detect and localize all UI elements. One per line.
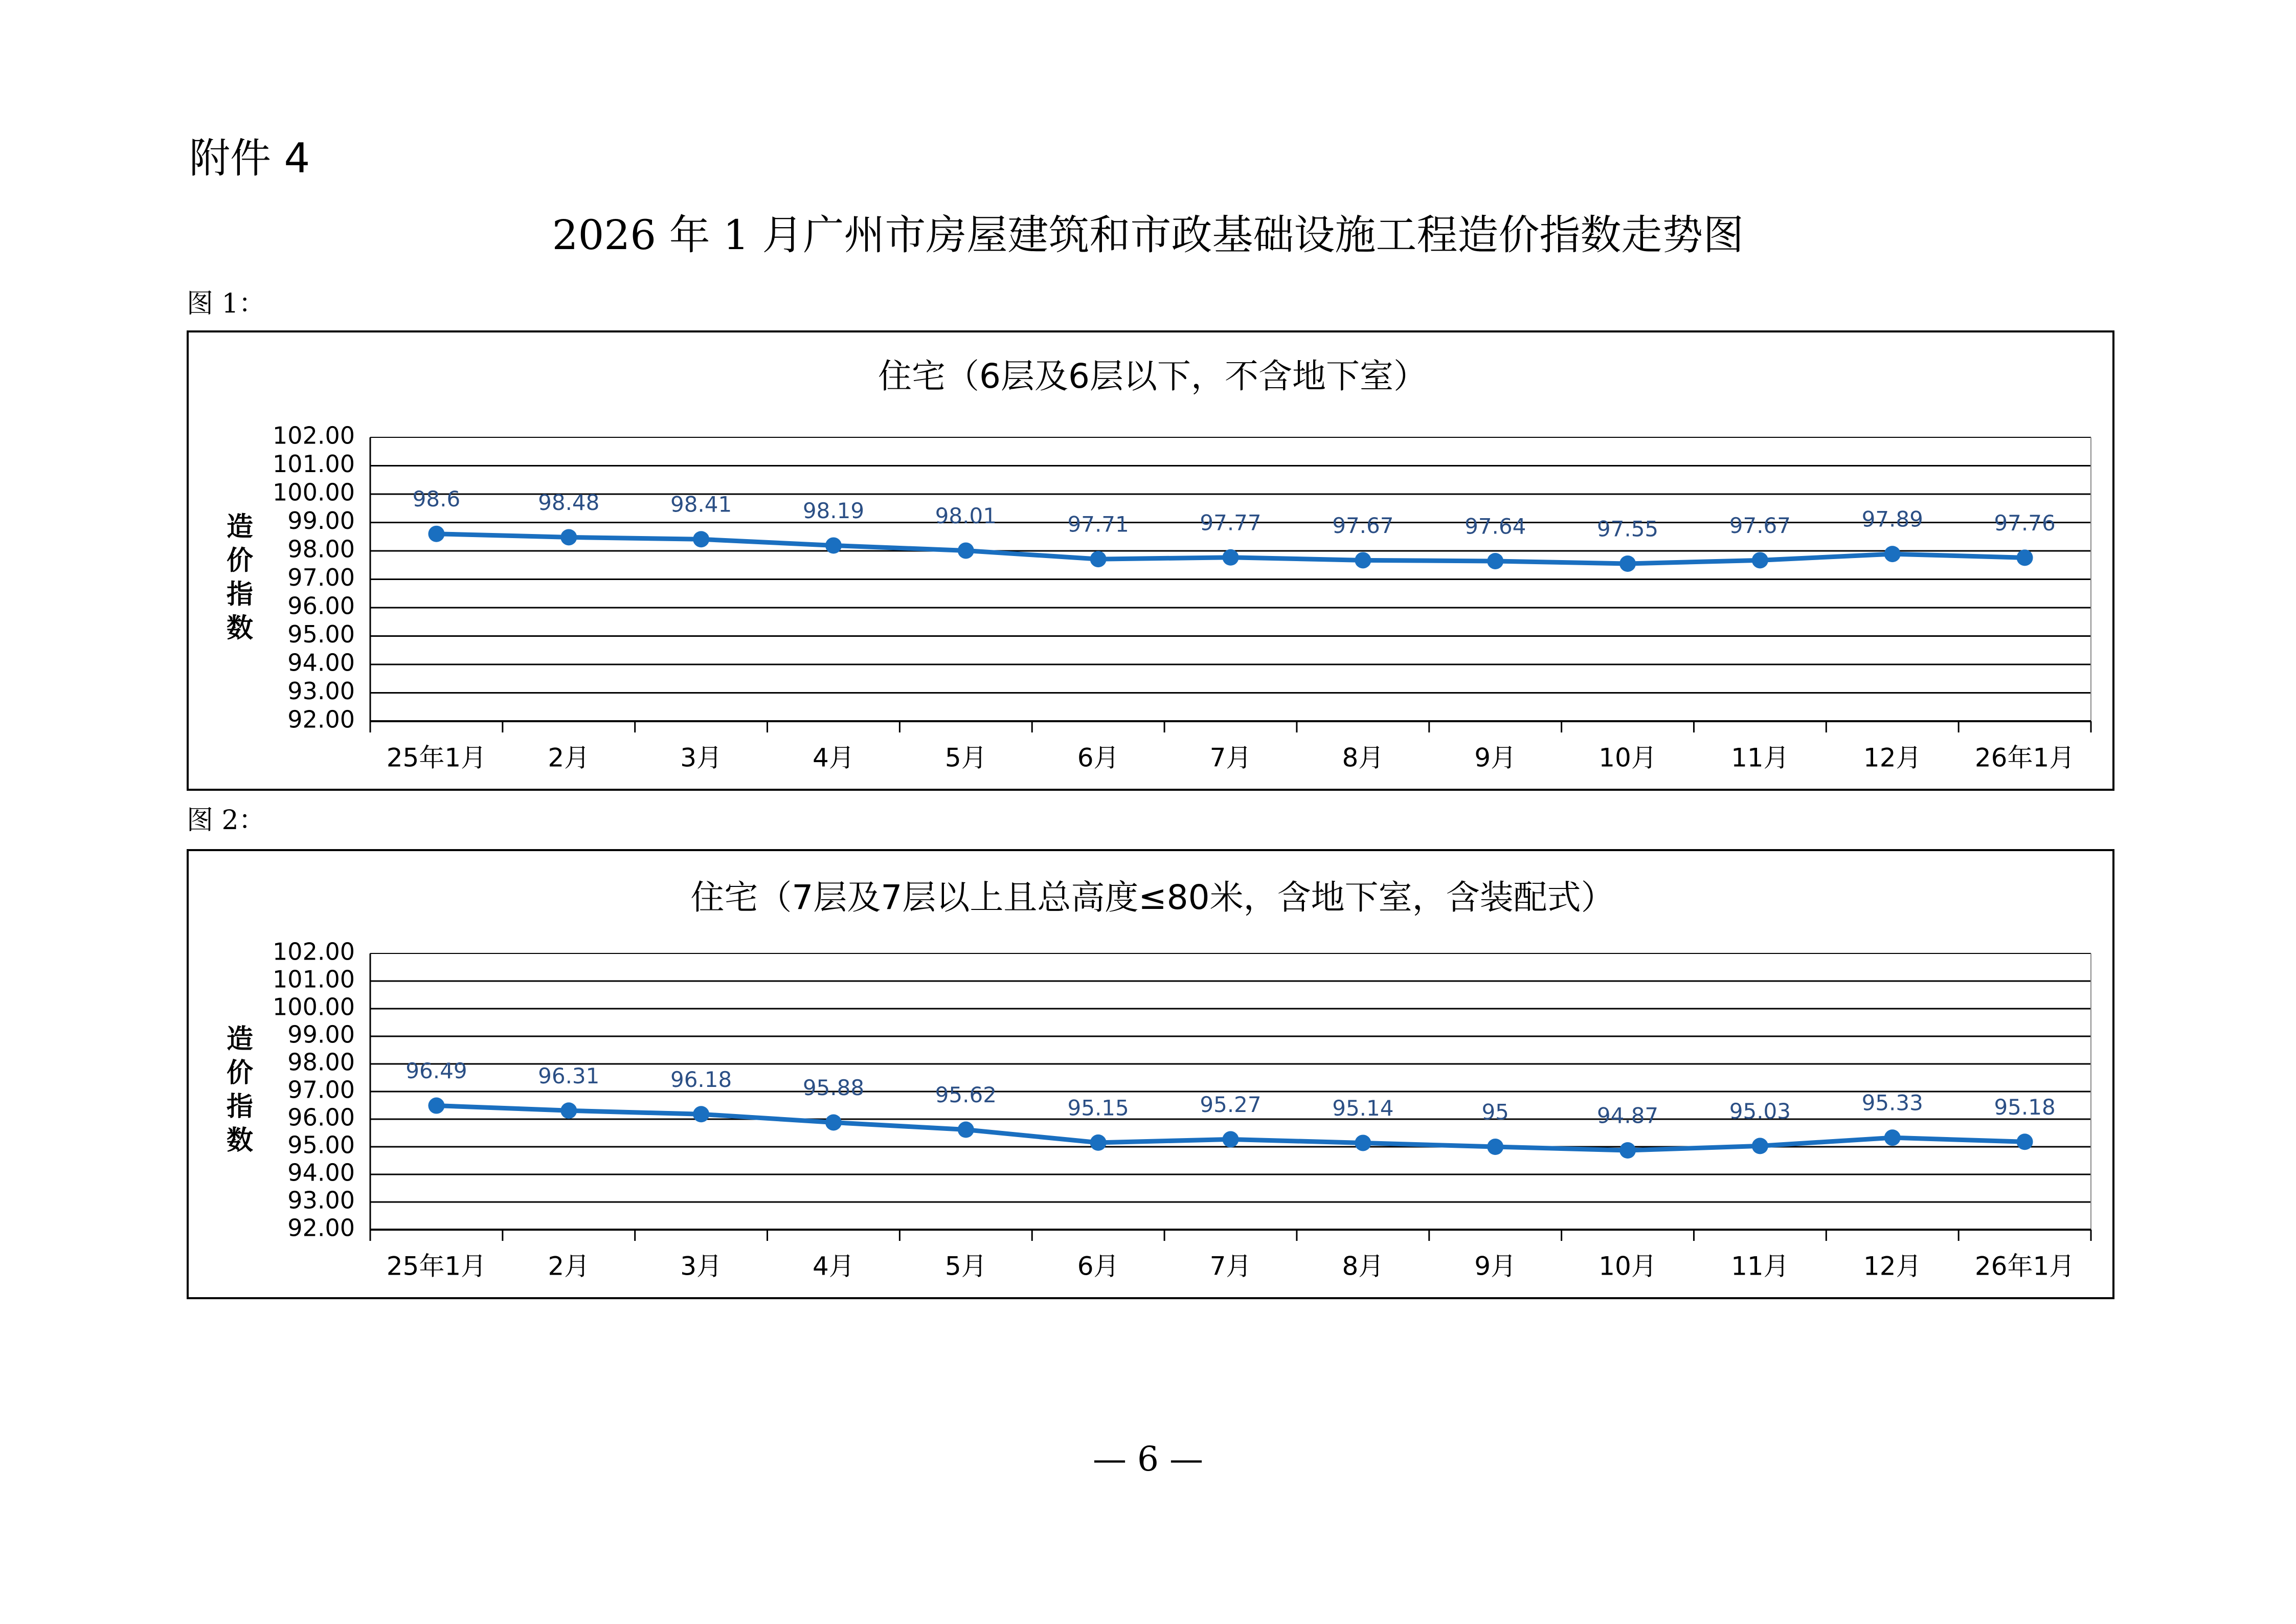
data-point: [1619, 1142, 1636, 1159]
data-label: 97.67: [1332, 513, 1394, 538]
x-tick-label: 3月: [680, 1251, 723, 1281]
x-tick-label: 12月: [1863, 1251, 1922, 1281]
x-tick-label: 7月: [1209, 743, 1252, 773]
x-tick-label: 9月: [1474, 1251, 1517, 1281]
data-label: 97.64: [1465, 514, 1526, 539]
y-tick-label: 100.00: [273, 478, 355, 506]
data-label: 97.77: [1200, 510, 1262, 536]
data-point: [1090, 1134, 1107, 1151]
x-tick-label: 4月: [813, 1251, 854, 1281]
data-point: [560, 1102, 577, 1119]
data-point: [693, 1106, 709, 1122]
data-label: 95: [1481, 1099, 1509, 1125]
data-point: [1090, 551, 1107, 567]
data-label: 95.27: [1200, 1092, 1262, 1117]
page-number: — 6 —: [1093, 1439, 1203, 1479]
y-axis-label-char: 指: [226, 1092, 254, 1122]
data-label: 98.19: [802, 498, 865, 523]
data-point: [1619, 555, 1636, 572]
data-point: [1223, 549, 1239, 566]
y-axis-label-char: 价: [226, 545, 254, 576]
y-tick-label: 95.00: [287, 620, 355, 648]
data-point: [693, 531, 709, 547]
data-label: 97.71: [1067, 511, 1129, 537]
data-point: [428, 1098, 444, 1114]
data-point: [2017, 1133, 2033, 1150]
data-point: [1487, 1139, 1503, 1155]
y-axis-label: [227, 1024, 253, 1156]
y-axis-label-char: 指: [226, 579, 254, 610]
data-label: 95.15: [1067, 1095, 1129, 1121]
y-tick-label: 99.00: [287, 1020, 355, 1049]
x-tick-label: 2月: [548, 743, 590, 773]
x-tick-label: 26年1月: [1974, 743, 2075, 773]
data-point: [2017, 549, 2033, 566]
data-label: 97.76: [1994, 510, 2056, 536]
data-point: [825, 1114, 842, 1130]
data-label: 96.49: [406, 1058, 467, 1084]
y-tick-label: 100.00: [273, 993, 355, 1021]
x-tick-label: 11月: [1731, 1251, 1789, 1281]
x-tick-label: 11月: [1731, 743, 1789, 773]
y-tick-label: 92.00: [287, 1214, 355, 1242]
y-tick-label: 94.00: [287, 649, 355, 677]
data-point: [428, 526, 444, 542]
y-axis-label-char: 数: [226, 1125, 254, 1156]
data-label: 94.87: [1596, 1103, 1659, 1128]
chart-2-container: [187, 849, 2114, 1299]
y-axis-label-char: 造: [226, 1024, 254, 1055]
data-label: 95.62: [935, 1082, 997, 1108]
data-label: 95.88: [802, 1075, 865, 1100]
y-tick-label: 96.00: [287, 592, 355, 620]
data-label: 98.41: [670, 492, 732, 517]
y-axis-label-char: 造: [226, 511, 254, 543]
data-point: [1223, 1131, 1239, 1147]
x-tick-label: 9月: [1474, 743, 1517, 773]
y-tick-label: 101.00: [273, 450, 355, 478]
x-tick-label: 10月: [1599, 1251, 1657, 1281]
x-tick-label: 2月: [548, 1251, 590, 1281]
data-point: [1884, 1129, 1901, 1146]
data-point: [825, 537, 842, 553]
y-tick-label: 92.00: [287, 705, 355, 733]
data-point: [1884, 546, 1901, 562]
x-tick-label: 10月: [1599, 743, 1657, 773]
figure-1-label: 图 1：: [187, 288, 265, 319]
y-tick-label: 97.00: [287, 564, 355, 591]
data-label: 95.03: [1729, 1098, 1791, 1124]
x-tick-label: 7月: [1209, 1251, 1252, 1281]
data-label: 97.55: [1596, 516, 1659, 542]
page-title: 2026 年 1 月广州市房屋建筑和市政基础设施工程造价指数走势图: [552, 211, 1744, 259]
y-tick-label: 94.00: [287, 1159, 355, 1187]
figure-2-label: 图 2：: [187, 805, 265, 836]
chart-2-plot: [189, 851, 2117, 1301]
x-tick-label: 25年1月: [386, 743, 487, 773]
x-tick-label: 5月: [944, 1251, 987, 1281]
x-tick-label: 6月: [1077, 743, 1119, 773]
data-point: [958, 542, 974, 559]
data-label: 96.18: [670, 1066, 732, 1092]
data-point: [560, 529, 577, 545]
data-label: 98.6: [412, 486, 461, 512]
data-label: 97.67: [1729, 513, 1791, 538]
x-tick-label: 5月: [944, 743, 987, 773]
data-point: [1487, 553, 1503, 569]
y-tick-label: 102.00: [273, 938, 355, 966]
x-tick-label: 8月: [1342, 743, 1384, 773]
chart-1-plot: [189, 332, 2117, 793]
data-label: 95.18: [1994, 1094, 2056, 1120]
data-point: [1355, 1134, 1371, 1151]
x-tick-label: 26年1月: [1974, 1251, 2075, 1281]
chart-title: 住宅（7层及7层以上且总高度≤80米，含地下室，含装配式）: [690, 878, 1615, 918]
data-point: [1355, 552, 1371, 568]
data-label: 95.14: [1332, 1095, 1394, 1121]
chart-1-container: [187, 330, 2114, 791]
data-label: 96.31: [538, 1063, 600, 1088]
y-tick-label: 102.00: [273, 421, 355, 450]
y-tick-label: 98.00: [287, 535, 355, 563]
data-point: [1752, 1138, 1768, 1154]
y-tick-label: 97.00: [287, 1076, 355, 1104]
y-tick-label: 99.00: [287, 507, 355, 535]
y-tick-label: 93.00: [287, 677, 355, 705]
data-label: 98.01: [935, 503, 997, 528]
y-axis-label-char: 数: [226, 613, 254, 644]
y-tick-label: 95.00: [287, 1131, 355, 1159]
y-tick-label: 98.00: [287, 1048, 355, 1076]
y-axis-label-char: 价: [226, 1058, 254, 1088]
data-label: 98.48: [538, 490, 600, 515]
y-tick-label: 93.00: [287, 1186, 355, 1214]
y-tick-label: 101.00: [273, 965, 355, 993]
x-tick-label: 8月: [1342, 1251, 1384, 1281]
y-tick-label: 96.00: [287, 1103, 355, 1131]
y-axis-label: [227, 512, 253, 644]
data-label: 97.89: [1861, 506, 1923, 532]
x-tick-label: 6月: [1077, 1251, 1119, 1281]
annex-label: 附件 4: [189, 135, 310, 182]
x-tick-label: 4月: [813, 743, 854, 773]
x-tick-label: 12月: [1863, 743, 1922, 773]
x-tick-label: 3月: [680, 743, 723, 773]
data-point: [958, 1122, 974, 1138]
x-tick-label: 25年1月: [386, 1251, 487, 1281]
data-point: [1752, 552, 1768, 568]
data-label: 95.33: [1861, 1090, 1923, 1116]
chart-title: 住宅（6层及6层以下，不含地下室）: [878, 357, 1427, 396]
